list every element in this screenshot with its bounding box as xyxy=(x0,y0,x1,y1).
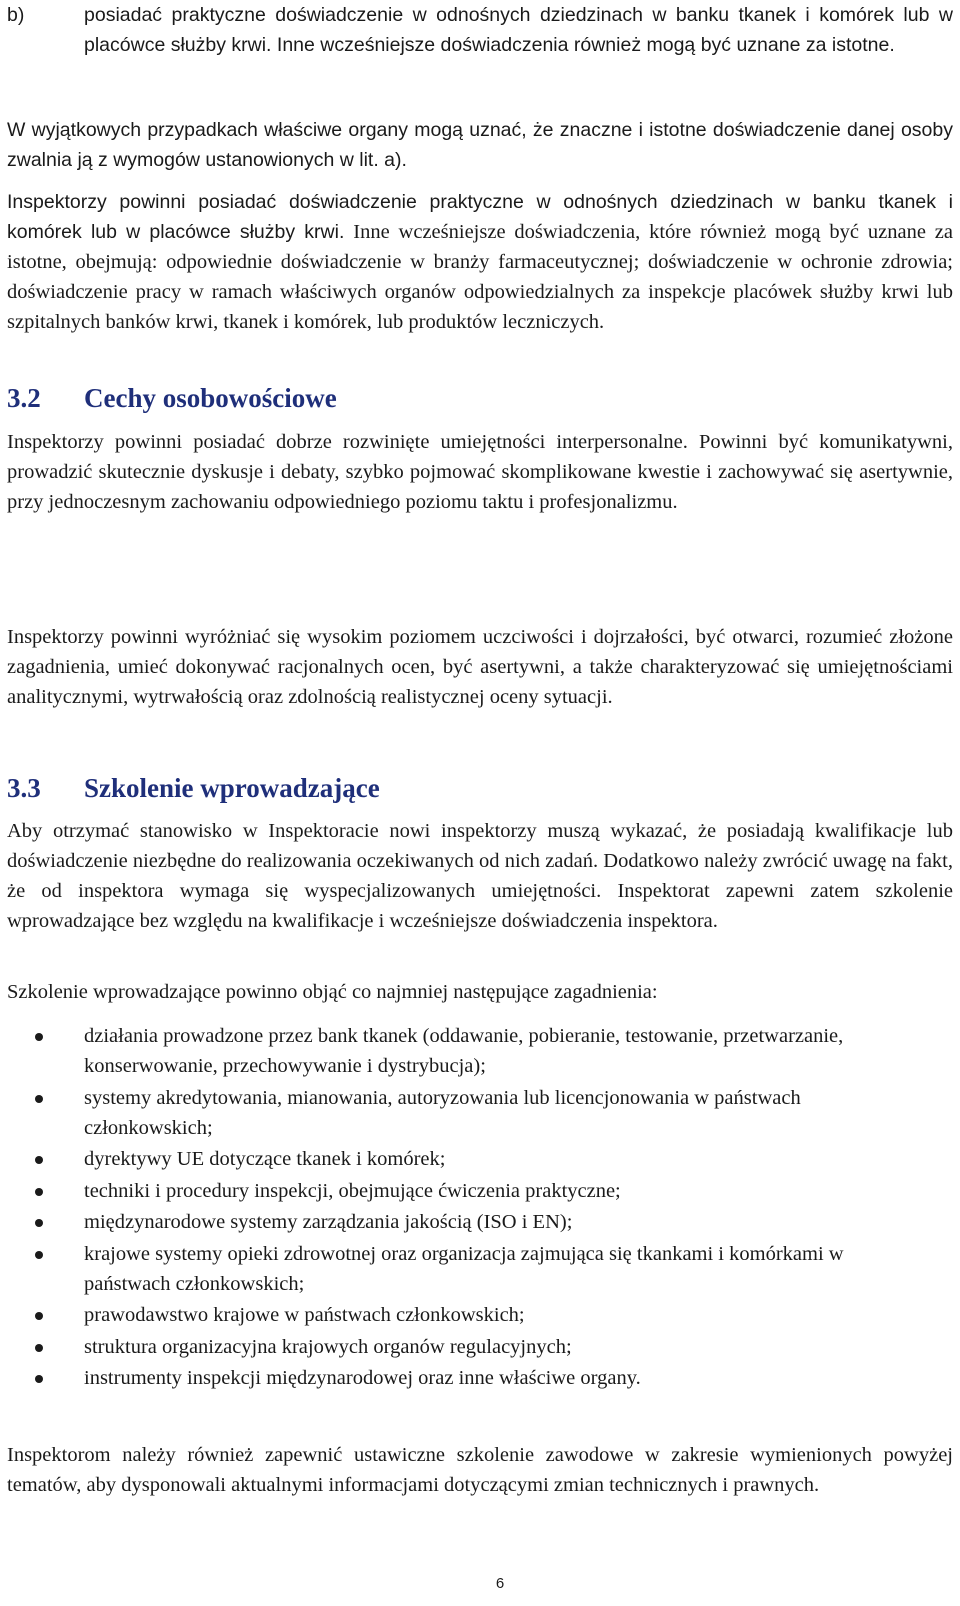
bullet-icon xyxy=(35,1219,43,1227)
list-item: prawodawstwo krajowe w państwach członkowskich; xyxy=(7,1300,907,1330)
bullet-icon xyxy=(35,1095,43,1103)
list-item-b xyxy=(7,0,953,60)
topics-list xyxy=(7,1021,907,1395)
bullet-icon xyxy=(35,1312,43,1320)
paragraph-induction: Aby otrzymać stanowisko w Inspektoracie nowi inspektorzy muszą wykazać, że posiadają kwalifikacje lub doświadczenie niezbędne do realizowania oczekiwanych od nich zadań. Dodatkowo należy zwrócić uwagę na fakt, że od inspektora wymaga się wyspecjalizowanych umiejętności. Inspektorat zapewni zatem szkolenie wprowadzające bez względu na kwalifikacje i wcześniejsze doświadczenia inspektora. xyxy=(7,820,953,932)
bullet-icon xyxy=(35,1375,43,1383)
section-heading-3-2 xyxy=(7,382,953,414)
bullet-icon xyxy=(35,1156,43,1164)
page-number: 6 xyxy=(495,1575,505,1592)
section-number: 3.2 xyxy=(7,383,41,413)
paragraph-experience-serif: Inne wcześniejsze doświadczenia, które również mogą być uznane za istotne, obejmują: odpowiednie doświadczenie w branży farmaceutycznej; doświadczenie w ochronie zdrowia; doświadczenie pracy w ramach właściwych organów odpowiedzialnych za inspekcje placówek służby krwi lub szpitalnych banków krwi, tkanek i komórek, lub produktów leczniczych. xyxy=(7,221,954,333)
section-title: Szkolenie wprowadzające xyxy=(84,773,380,803)
list-item: międzynarodowe systemy zarządzania jakością (ISO i EN); xyxy=(7,1207,907,1237)
paragraph-topics-intro: Szkolenie wprowadzające powinno objąć co najmniej następujące zagadnienia: xyxy=(7,981,658,1003)
bullet-icon xyxy=(35,1033,43,1041)
section-title: Cechy osobowościowe xyxy=(84,383,337,413)
paragraph-exception: W wyjątkowych przypadkach właściwe organy mogą uznać, że znaczne i istotne doświadczenie danej osoby zwalnia ją z wymogów ustanowionych w lit. a). xyxy=(7,119,953,171)
section-heading-3-3 xyxy=(7,772,953,804)
list-item: działania prowadzone przez bank tkanek (oddawanie, pobieranie, testowanie, przetwarzanie, konserwowanie, przechowywanie i dystrybucja); xyxy=(7,1021,907,1081)
paragraph-integrity: Inspektorzy powinni wyróżniać się wysokim poziomem uczciwości i dojrzałości, być otwarci, rozumieć złożone zagadnienia, umieć dokonywać racjonalnych ocen, być asertywni, a także charakteryzować się umiejętnościami analitycznymi, wytrwałością oraz zdolnością realistycznej oceny sytuacji. xyxy=(7,626,953,708)
paragraph-continuous-training: Inspektorom należy również zapewnić ustawiczne szkolenie zawodowe w zakresie wymienionych powyżej tematów, aby dysponowali aktualnymi informacjami dotyczącymi zmian technicznych i prawnych. xyxy=(7,1444,953,1496)
paragraph-experience-sans: Inspektorzy powinni posiadać doświadczenie praktyczne w odnośnych dziedzinach w banku tkanek i komórek lub w placówce służby krwi. xyxy=(7,191,953,243)
list-marker: b) xyxy=(7,4,25,26)
list-item-text: posiadać praktyczne doświadczenie w odnośnych dziedzinach w banku tkanek i komórek lub w placówce służby krwi. Inne wcześniejsze doświadczenia również mogą być uznane za istotne. xyxy=(84,4,953,56)
paragraph-experience xyxy=(7,187,953,337)
bullet-icon xyxy=(35,1188,43,1196)
section-number: 3.3 xyxy=(7,773,41,803)
bullet-icon xyxy=(35,1344,43,1352)
list-item: struktura organizacyjna krajowych organów regulacyjnych; xyxy=(7,1332,907,1362)
bullet-icon xyxy=(35,1251,43,1259)
paragraph-interpersonal: Inspektorzy powinni posiadać dobrze rozwinięte umiejętności interpersonalne. Powinni być komunikatywni, prowadzić skutecznie dyskusje i debaty, szybko pojmować skomplikowane kwestie i zachowywać się asertywnie, przy jednoczesnym zachowaniu odpowiedniego poziomu taktu i profesjonalizmu. xyxy=(7,431,953,513)
list-item: dyrektywy UE dotyczące tkanek i komórek; xyxy=(7,1144,907,1174)
list-item: systemy akredytowania, mianowania, autoryzowania lub licencjonowania w państwach członkowskich; xyxy=(7,1083,907,1143)
list-item: instrumenty inspekcji międzynarodowej oraz inne właściwe organy. xyxy=(7,1363,907,1393)
list-item: techniki i procedury inspekcji, obejmujące ćwiczenia praktyczne; xyxy=(7,1176,907,1206)
list-item: krajowe systemy opieki zdrowotnej oraz organizacja zajmująca się tkankami i komórkami w państwach członkowskich; xyxy=(7,1239,907,1299)
